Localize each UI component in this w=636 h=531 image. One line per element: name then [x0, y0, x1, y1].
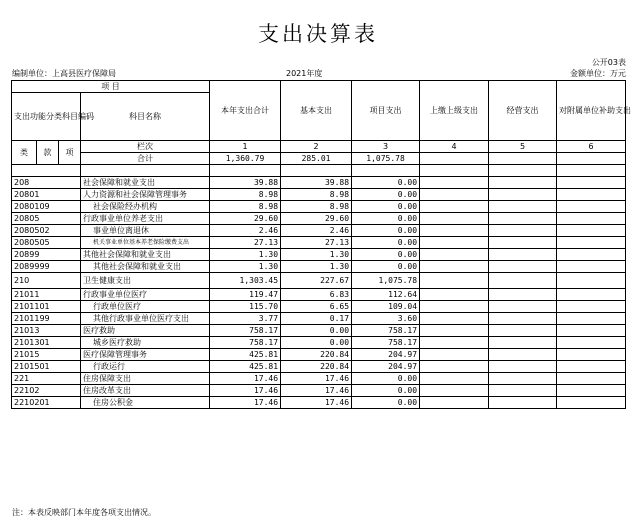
row-business — [489, 261, 557, 273]
table-row — [12, 373, 626, 385]
row-code: 2101199 — [12, 313, 81, 325]
row-project: 0.00 — [352, 189, 420, 201]
unit-label: 编制单位：上高县医疗保障局 — [12, 69, 116, 78]
footnote: 注：本表反映部门本年度各项支出情况。 — [12, 508, 156, 517]
row-name: 事业单位离退休 — [81, 225, 210, 237]
row-upper — [420, 361, 489, 373]
row-total: 8.98 — [210, 189, 281, 201]
row-business — [489, 201, 557, 213]
row-business — [489, 213, 557, 225]
row-business — [489, 273, 557, 289]
header-code-group: 支出功能分类科目编码 — [12, 93, 81, 141]
row-upper — [420, 261, 489, 273]
row-project: 0.00 — [352, 213, 420, 225]
row-basic: 1.30 — [281, 249, 352, 261]
header-project-expenditure: 项目支出 — [352, 81, 420, 141]
row-code: 2080109 — [12, 201, 81, 213]
row-project: 0.00 — [352, 177, 420, 189]
row-total: 758.17 — [210, 337, 281, 349]
col-no-3: 3 — [352, 141, 420, 153]
header-business: 经营支出 — [489, 81, 557, 141]
row-upper — [420, 237, 489, 249]
row-code: 2080505 — [12, 237, 81, 249]
row-total: 1,303.45 — [210, 273, 281, 289]
row-basic: 17.46 — [281, 397, 352, 409]
table-row — [12, 313, 626, 325]
row-project: 0.00 — [352, 225, 420, 237]
row-upper — [420, 349, 489, 361]
row-name: 社会保障和就业支出 — [81, 177, 210, 189]
row-total: 27.13 — [210, 237, 281, 249]
page-title: 支出决算表 — [258, 22, 378, 46]
row-project: 204.97 — [352, 361, 420, 373]
row-project: 0.00 — [352, 249, 420, 261]
row-project: 1,075.78 — [352, 273, 420, 289]
row-total: 3.77 — [210, 313, 281, 325]
table-row — [12, 349, 626, 361]
table-row — [12, 189, 626, 201]
row-project: 0.00 — [352, 397, 420, 409]
row-business — [489, 373, 557, 385]
table-row — [12, 273, 626, 289]
row-business — [489, 361, 557, 373]
row-project: 109.04 — [352, 301, 420, 313]
table-row — [12, 177, 626, 189]
row-subsidy — [557, 337, 626, 349]
row-total: 425.81 — [210, 361, 281, 373]
row-code: 2089999 — [12, 261, 81, 273]
table-row — [12, 249, 626, 261]
row-subsidy — [557, 349, 626, 361]
row-basic: 220.84 — [281, 349, 352, 361]
table-row — [12, 325, 626, 337]
row-basic: 39.88 — [281, 177, 352, 189]
total-basic: 285.01 — [281, 153, 352, 165]
row-upper — [420, 189, 489, 201]
row-upper — [420, 385, 489, 397]
total-sum: 1,360.79 — [210, 153, 281, 165]
row-code: 210 — [12, 273, 81, 289]
header-subject-name: 科目名称 — [81, 93, 210, 141]
row-basic: 0.17 — [281, 313, 352, 325]
row-name: 医疗保障管理事务 — [81, 349, 210, 361]
table-header — [12, 81, 632, 177]
row-name: 住房改革支出 — [81, 385, 210, 397]
row-subsidy — [557, 261, 626, 273]
row-total: 17.46 — [210, 397, 281, 409]
row-subsidy — [557, 373, 626, 385]
row-subsidy — [557, 201, 626, 213]
row-code: 20899 — [12, 249, 81, 261]
row-business — [489, 397, 557, 409]
row-business — [489, 249, 557, 261]
row-code: 21015 — [12, 349, 81, 361]
row-code: 22102 — [12, 385, 81, 397]
header-heji: 合计 — [81, 153, 210, 165]
row-subsidy — [557, 225, 626, 237]
row-code: 2101501 — [12, 361, 81, 373]
row-business — [489, 289, 557, 301]
col-no-6: 6 — [557, 141, 626, 153]
row-business — [489, 325, 557, 337]
table-row — [12, 337, 626, 349]
row-basic: 17.46 — [281, 385, 352, 397]
row-subsidy — [557, 397, 626, 409]
row-basic: 0.00 — [281, 325, 352, 337]
expenditure-table — [11, 80, 632, 409]
row-name: 行政事业单位养老支出 — [81, 213, 210, 225]
col-no-4: 4 — [420, 141, 489, 153]
total-project: 1,075.78 — [352, 153, 420, 165]
row-total: 8.98 — [210, 201, 281, 213]
row-upper — [420, 289, 489, 301]
row-name: 社会保险经办机构 — [81, 201, 210, 213]
row-project: 0.00 — [352, 237, 420, 249]
row-subsidy — [557, 177, 626, 189]
row-upper — [420, 301, 489, 313]
row-code: 2101101 — [12, 301, 81, 313]
row-name: 机关事业单位基本养老保险缴费支出 — [81, 237, 210, 249]
row-project: 0.00 — [352, 201, 420, 213]
row-code: 2101301 — [12, 337, 81, 349]
row-subsidy — [557, 313, 626, 325]
row-total: 29.60 — [210, 213, 281, 225]
row-basic: 8.98 — [281, 189, 352, 201]
row-business — [489, 301, 557, 313]
row-upper — [420, 313, 489, 325]
row-basic: 0.00 — [281, 337, 352, 349]
fiscal-year: 2021年度 — [286, 69, 323, 78]
row-name: 其他社会保障和就业支出 — [81, 249, 210, 261]
row-project: 3.60 — [352, 313, 420, 325]
table-row — [12, 397, 626, 409]
row-project: 758.17 — [352, 325, 420, 337]
row-business — [489, 385, 557, 397]
row-total: 119.47 — [210, 289, 281, 301]
row-subsidy — [557, 325, 626, 337]
row-name: 住房保障支出 — [81, 373, 210, 385]
header-kuan: 款 — [37, 141, 59, 165]
row-subsidy — [557, 361, 626, 373]
row-basic: 227.67 — [281, 273, 352, 289]
row-subsidy — [557, 237, 626, 249]
row-basic: 2.46 — [281, 225, 352, 237]
amount-unit: 金额单位：万元 — [570, 69, 626, 78]
row-name: 住房公积金 — [81, 397, 210, 409]
row-name: 人力资源和社会保障管理事务 — [81, 189, 210, 201]
row-upper — [420, 249, 489, 261]
row-total: 17.46 — [210, 373, 281, 385]
row-upper — [420, 225, 489, 237]
row-total: 425.81 — [210, 349, 281, 361]
header-project: 项 目 — [12, 81, 210, 93]
row-name: 卫生健康支出 — [81, 273, 210, 289]
row-upper — [420, 325, 489, 337]
row-business — [489, 177, 557, 189]
table-row — [12, 301, 626, 313]
header-basic: 基本支出 — [281, 81, 352, 141]
row-total: 1.30 — [210, 249, 281, 261]
row-upper — [420, 177, 489, 189]
row-project: 204.97 — [352, 349, 420, 361]
row-business — [489, 349, 557, 361]
row-project: 0.00 — [352, 385, 420, 397]
header-lei: 类 — [12, 141, 37, 165]
row-upper — [420, 397, 489, 409]
row-code: 20805 — [12, 213, 81, 225]
row-total: 2.46 — [210, 225, 281, 237]
row-basic: 8.98 — [281, 201, 352, 213]
row-upper — [420, 373, 489, 385]
row-name: 城乡医疗救助 — [81, 337, 210, 349]
row-name: 其他社会保障和就业支出 — [81, 261, 210, 273]
row-business — [489, 237, 557, 249]
row-subsidy — [557, 189, 626, 201]
row-basic: 6.83 — [281, 289, 352, 301]
row-total: 17.46 — [210, 385, 281, 397]
row-subsidy — [557, 289, 626, 301]
table-row — [12, 385, 626, 397]
row-subsidy — [557, 273, 626, 289]
table-row — [12, 225, 626, 237]
row-upper — [420, 201, 489, 213]
row-basic: 6.65 — [281, 301, 352, 313]
row-total: 115.70 — [210, 301, 281, 313]
row-code: 2080502 — [12, 225, 81, 237]
row-subsidy — [557, 249, 626, 261]
header-subsidy: 对附属单位补助支出 — [557, 81, 626, 141]
col-no-5: 5 — [489, 141, 557, 153]
row-name: 行政运行 — [81, 361, 210, 373]
row-project: 0.00 — [352, 373, 420, 385]
row-basic: 29.60 — [281, 213, 352, 225]
row-subsidy — [557, 301, 626, 313]
table-row — [12, 213, 626, 225]
row-code: 2210201 — [12, 397, 81, 409]
row-project: 0.00 — [352, 261, 420, 273]
header-lanci: 栏次 — [81, 141, 210, 153]
row-project: 112.64 — [352, 289, 420, 301]
row-basic: 220.84 — [281, 361, 352, 373]
header-upper: 上缴上级支出 — [420, 81, 489, 141]
row-business — [489, 225, 557, 237]
row-subsidy — [557, 213, 626, 225]
table-body — [12, 177, 626, 409]
table-row — [12, 201, 626, 213]
row-business — [489, 313, 557, 325]
col-no-2: 2 — [281, 141, 352, 153]
row-total: 39.88 — [210, 177, 281, 189]
row-code: 21013 — [12, 325, 81, 337]
row-total: 1.30 — [210, 261, 281, 273]
row-total: 758.17 — [210, 325, 281, 337]
row-code: 20801 — [12, 189, 81, 201]
row-project: 758.17 — [352, 337, 420, 349]
row-name: 医疗救助 — [81, 325, 210, 337]
row-name: 其他行政事业单位医疗支出 — [81, 313, 210, 325]
row-name: 行政事业单位医疗 — [81, 289, 210, 301]
row-basic: 1.30 — [281, 261, 352, 273]
row-code: 21011 — [12, 289, 81, 301]
row-code: 221 — [12, 373, 81, 385]
row-upper — [420, 213, 489, 225]
header-total: 本年支出合计 — [210, 81, 281, 141]
row-upper — [420, 337, 489, 349]
row-business — [489, 337, 557, 349]
header-xiang: 项 — [59, 141, 81, 165]
row-name: 行政单位医疗 — [81, 301, 210, 313]
col-no-1: 1 — [210, 141, 281, 153]
row-basic: 27.13 — [281, 237, 352, 249]
row-subsidy — [557, 385, 626, 397]
table-row — [12, 289, 626, 301]
row-business — [489, 189, 557, 201]
form-number: 公开03表 — [591, 58, 626, 67]
table-row — [12, 237, 626, 249]
table-row — [12, 361, 626, 373]
row-code: 208 — [12, 177, 81, 189]
table-row — [12, 261, 626, 273]
row-basic: 17.46 — [281, 373, 352, 385]
row-upper — [420, 273, 489, 289]
